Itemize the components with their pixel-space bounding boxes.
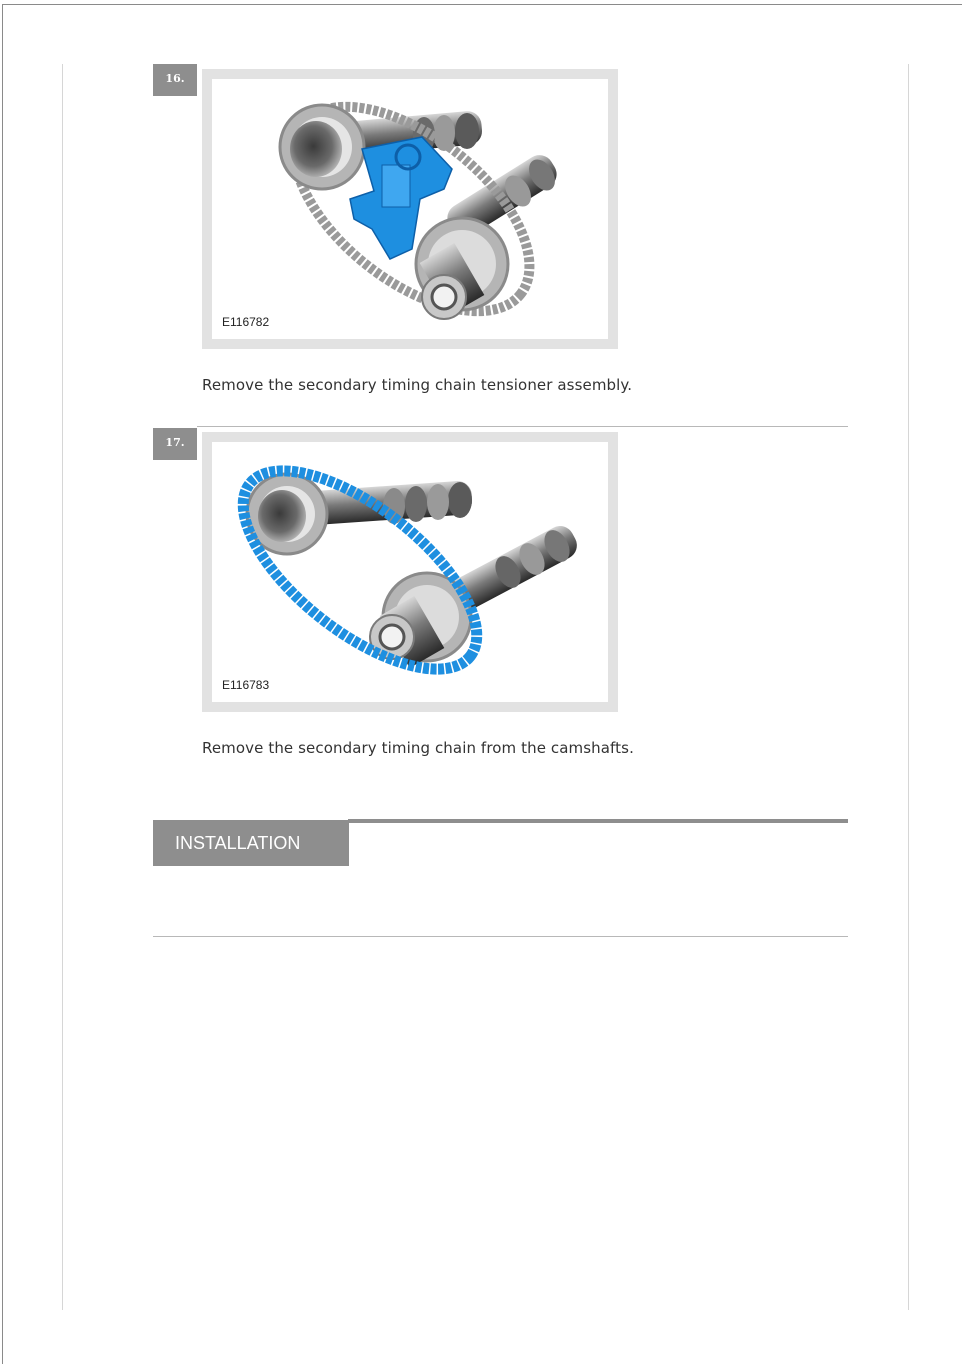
section-rule [348,819,848,823]
camshaft-tensioner-illustration [212,79,608,339]
figure-step-16 [202,69,618,349]
step-divider [197,426,848,427]
left-margin-line [62,64,63,1310]
step-number-16: 16. [153,64,197,96]
step-17-instruction: Remove the secondary timing chain from the camshafts. [202,739,634,757]
step-16-instruction: Remove the secondary timing chain tensioner assembly. [202,376,633,394]
section-bottom-rule [153,936,848,937]
timing-chain-highlighted [212,442,508,702]
figure-canvas [212,79,608,339]
right-margin-line [908,64,909,1310]
step-number-17: 17. [153,428,197,460]
figure-step-17 [202,432,618,712]
section-heading-installation: INSTALLATION [153,820,349,866]
figure-canvas [212,442,608,702]
figure-id-label: E116783 [222,678,270,692]
figure-id-label: E116782 [222,315,270,329]
camshaft-chain-illustration [212,442,608,702]
